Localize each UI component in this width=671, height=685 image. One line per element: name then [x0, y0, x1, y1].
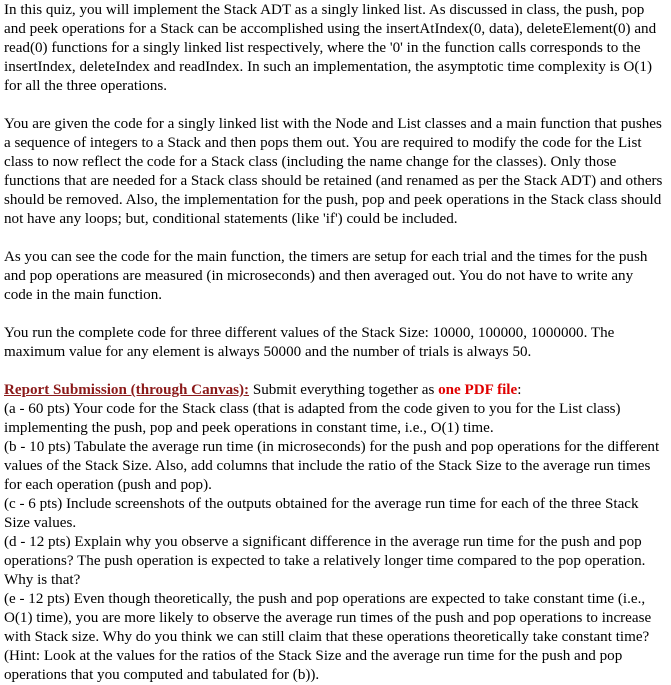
report-item-c: (c - 6 pts) Include screenshots of the outputs obtained for the average run time for each of the three Stack Size values. — [4, 496, 639, 531]
given-code-paragraph: You are given the code for a singly linked list with the Node and List classes and a main function that pushes a sequence of integers to a Stack and then pops them out. You are required to modify the code for the List class to now reflect the code for a Stack class (including the name change for the classes). Only those functions that are needed for a Stack class should be retained (and renamed as per the Stack ADT) and others should be removed. Also, the implementation for the push, pop and peek operations in the Stack class should not have any loops; but, conditional statements (like 'if') could be included. — [4, 116, 663, 227]
one-pdf-file-emphasis: one PDF file — [438, 382, 518, 398]
report-item-d: (d - 12 pts) Explain why you observe a significant difference in the average run time for the push and pop operations? The push operation is expected to take a relatively longer time compared to the pop operation. Why is that? — [4, 534, 646, 588]
report-submission-line — [4, 381, 665, 400]
report-submission-colon: : — [517, 382, 522, 398]
stack-size-paragraph: You run the complete code for three different values of the Stack Size: 10000, 100000, 1000000. The maximum value for any element is always 50000 and the number of trials is always 50. — [4, 325, 615, 360]
report-submission-intro: Submit everything together as — [249, 382, 439, 398]
report-item-a: (a - 60 pts) Your code for the Stack class (that is adapted from the code given to you for the List class) implementing the push, pop and peek operations in constant time, i.e., O(1) time. — [4, 401, 621, 436]
report-item-b: (b - 10 pts) Tabulate the average run time (in microseconds) for the push and pop operations for the different values of the Stack Size. Also, add columns that include the ratio of the Stack Size to the average run times for each operation (push and pop). — [4, 439, 660, 493]
report-item-e: (e - 12 pts) Even though theoretically, the push and pop operations are expected to take constant time (i.e., O(1) time), you are more likely to observe the average run times of the push and pop operations to increase with Stack size. Why do you think we can still claim that these operations theoretically take constant time? (Hint: Look at the values for the ratios of the Stack Size and the average run time for the push and pop operations that you computed and tabulated for (b)). — [4, 591, 652, 683]
intro-paragraph: In this quiz, you will implement the Stack ADT as a singly linked list. As discussed in class, the push, pop and peek operations for a Stack can be accomplished using the insertAtIndex(0, data), deleteElement(0) and read(0) functions for a singly linked list respectively, where the '0' in the function calls corresponds to the insertIndex, deleteIndex and readIndex. In such an implementation, the asymptotic time complexity is O(1) for all the three operations. — [4, 2, 657, 94]
main-function-paragraph: As you can see the code for the main function, the timers are setup for each trial and the times for the push and pop operations are measured (in microseconds) and then averaged out. You do not have to write any code in the main function. — [4, 249, 648, 303]
report-submission-section — [4, 381, 665, 685]
report-submission-heading: Report Submission (through Canvas): — [4, 382, 250, 398]
